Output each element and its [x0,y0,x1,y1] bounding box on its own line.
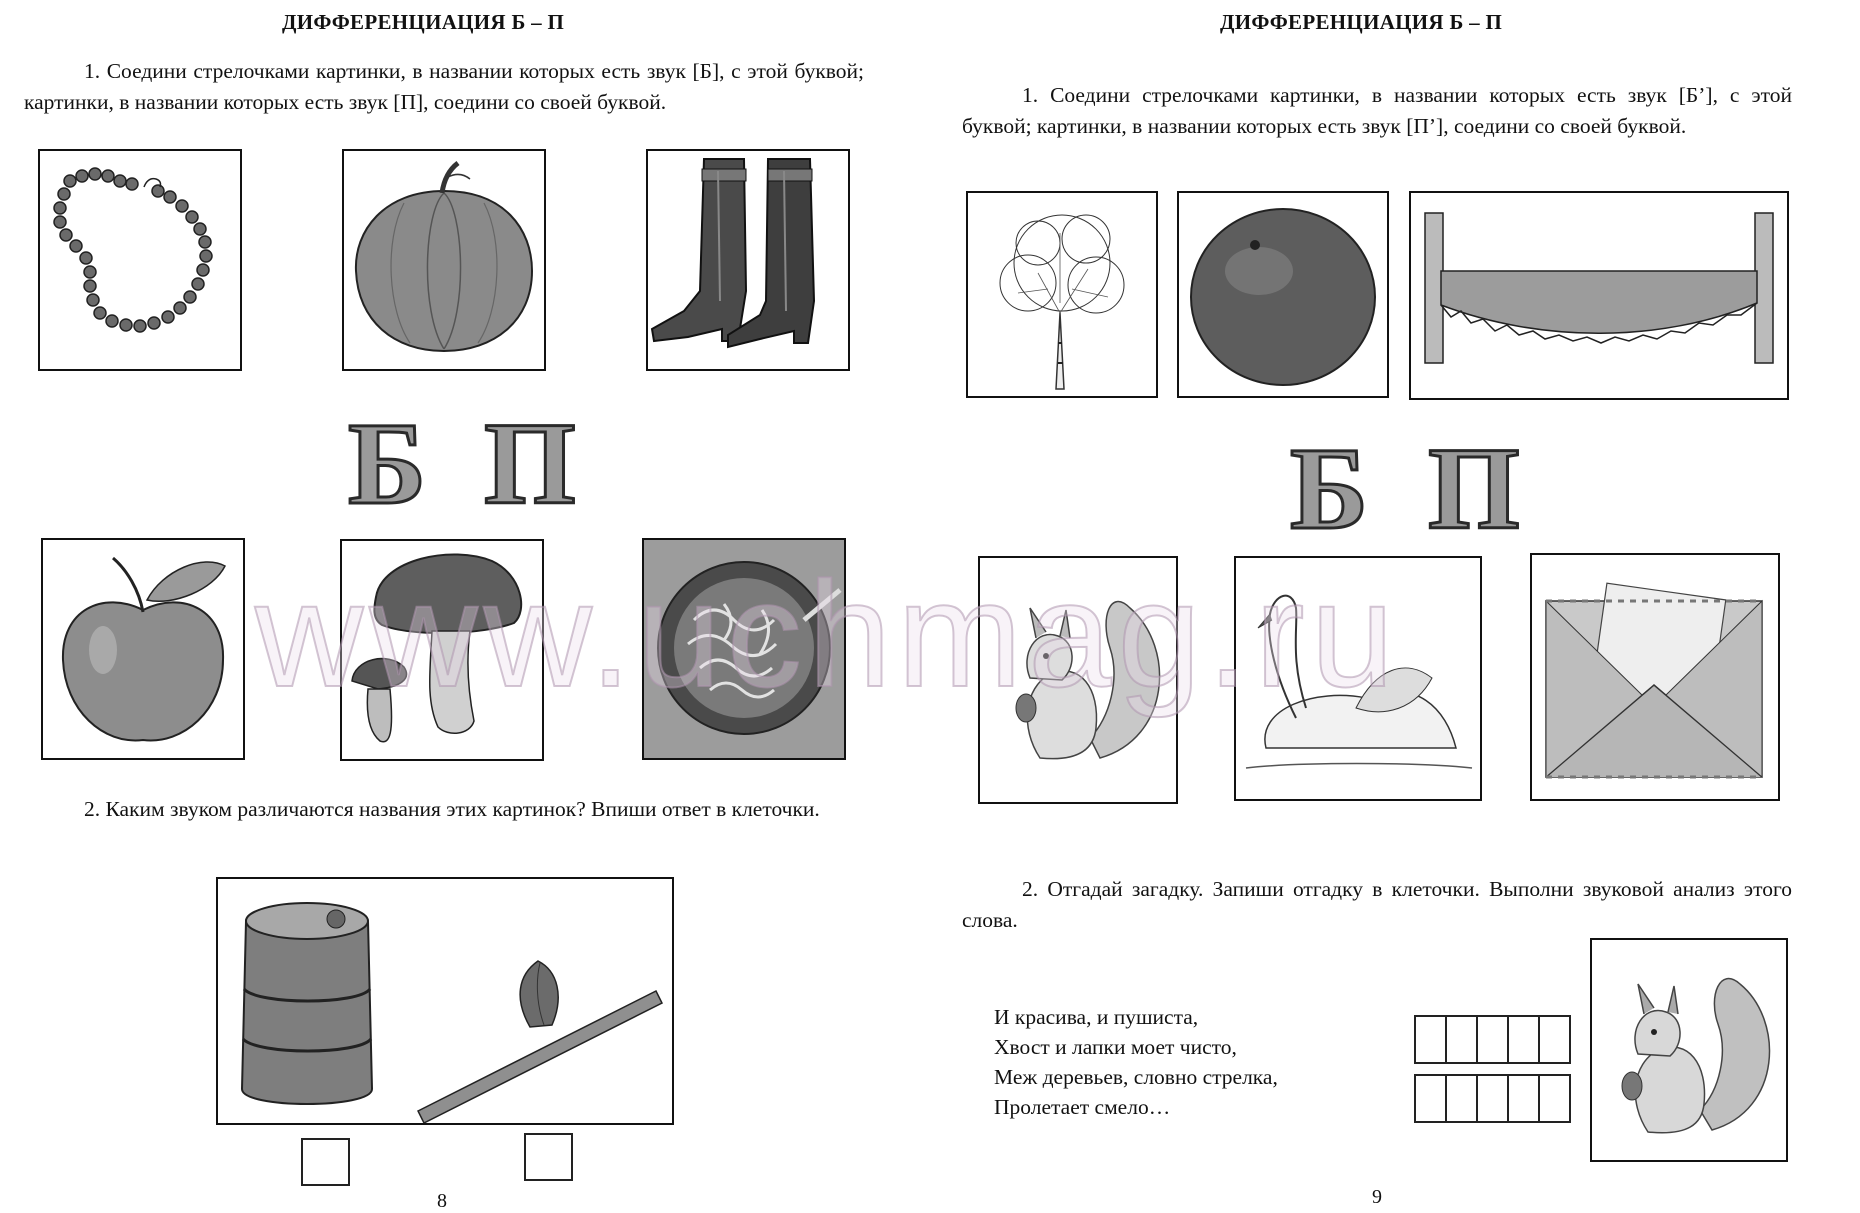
right-letter-p: П [1428,423,1520,554]
riddle [994,1002,1278,1122]
left-page-number: 8 [437,1190,447,1212]
left-letter-p: П [484,398,576,529]
right-task-2: 2. Отгадай загадку. Запиши отгадку в клеточки. Выполни звуковой анализ этого слова. [962,877,1792,932]
answer-cell[interactable] [1507,1074,1540,1123]
answer-cell[interactable] [1538,1015,1571,1064]
answer-cell[interactable] [1414,1074,1447,1123]
squirrel-picture [978,556,1178,804]
mushrooms-picture [340,539,544,761]
answer-cell[interactable] [1414,1015,1447,1064]
riddle-line-3: Меж деревьев, словно стрелка, [994,1065,1278,1089]
riddle-line-1: И красива, и пушиста, [994,1005,1199,1029]
answer-box-1[interactable] [301,1138,350,1186]
boots-picture [646,149,850,371]
left-task-2: 2. Каким звуком различаются названия этих картинок? Впиши ответ в клеточки. [84,797,820,821]
riddle-line-2: Хвост и лапки моет чисто, [994,1035,1237,1059]
right-page-title: ДИФФЕРЕНЦИАЦИЯ Б – П [1220,10,1503,34]
squirrel-answer-picture [1590,938,1788,1162]
answer-cells-row-2[interactable] [1414,1074,1569,1123]
barrel-and-bud-picture [216,877,674,1125]
answer-cell[interactable] [1476,1074,1509,1123]
right-page-number: 9 [1372,1186,1382,1208]
noodle-soup-picture [642,538,846,760]
answer-cells-row-1[interactable] [1414,1015,1569,1064]
apple-picture [41,538,245,760]
birch-tree-picture [966,191,1158,398]
answer-cell[interactable] [1538,1074,1571,1123]
orange-picture [1177,191,1389,398]
right-task-1: 1. Соедини стрелочками картинки, в названии которых есть звук [Б’], с этой буквой; картинки, в названии которых есть звук [П’], соедини со своей буквой. [962,83,1792,138]
answer-cell[interactable] [1507,1015,1540,1064]
beads-picture [38,149,242,371]
watermark: www.uchmag.ru [255,550,1401,718]
answer-cell[interactable] [1445,1015,1478,1064]
answer-cell[interactable] [1476,1015,1509,1064]
left-page-title: ДИФФЕРЕНЦИАЦИЯ Б – П [282,10,565,34]
answer-box-2[interactable] [524,1133,573,1181]
saw-picture [1409,191,1789,400]
envelope-picture [1530,553,1780,801]
right-letter-b: Б [1290,423,1369,554]
swan-picture [1234,556,1482,801]
riddle-line-4: Пролетает смело… [994,1095,1171,1119]
pumpkin-picture [342,149,546,371]
left-task-1: 1. Соедини стрелочками картинки, в названии которых есть звук [Б], с этой буквой; картинки, в названии которых есть звук [П], соедини со своей буквой. [24,59,864,114]
answer-cell[interactable] [1445,1074,1478,1123]
left-letter-b: Б [348,398,427,529]
